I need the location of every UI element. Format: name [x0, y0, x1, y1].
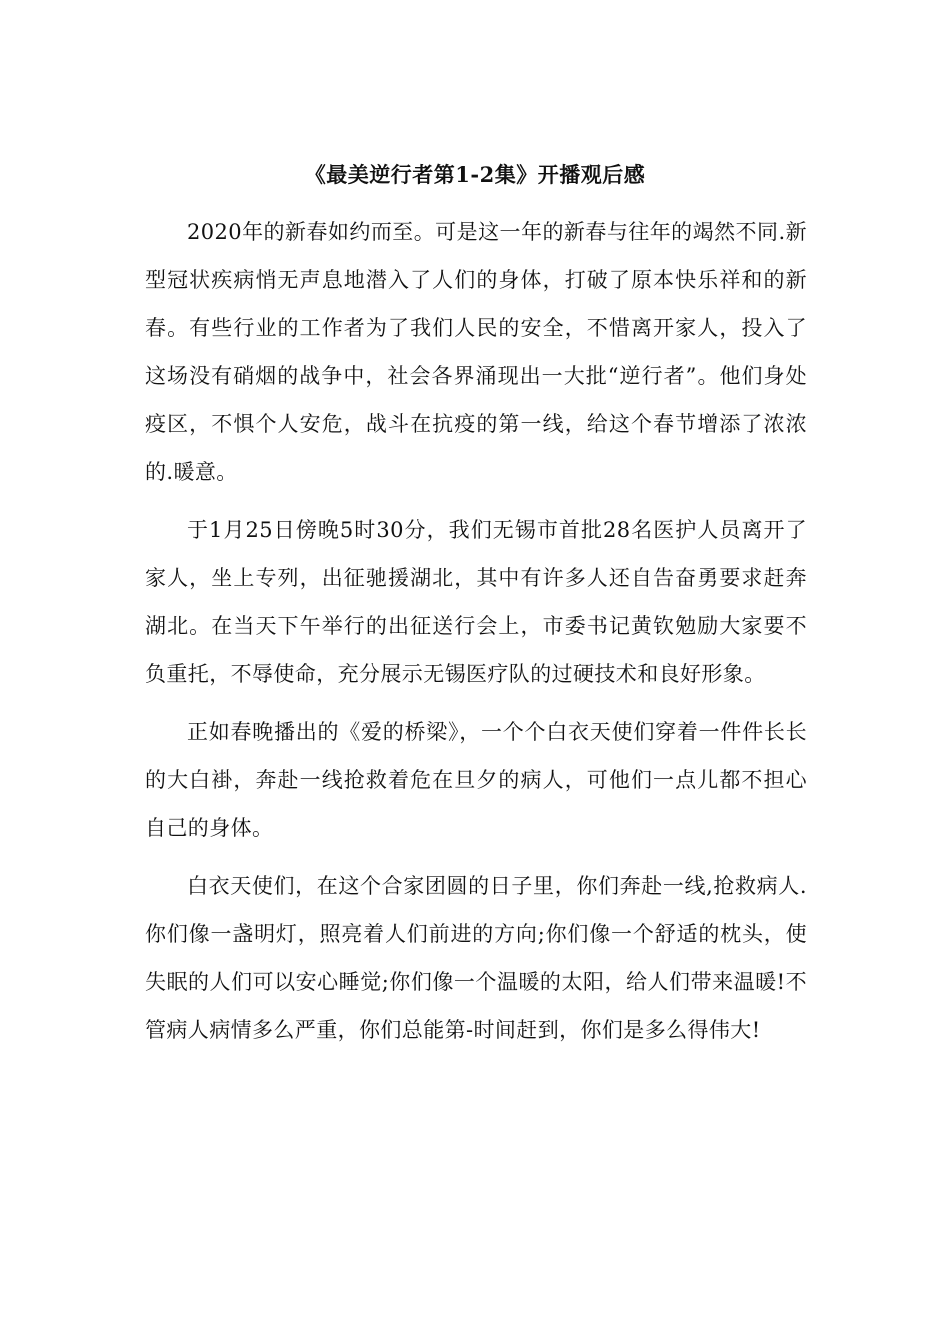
document-body [145, 208, 807, 1054]
paragraph-3: 正如春晚播出的《爱的桥梁》，一个个白衣天使们穿着一件件长长的大白褂，奔赴一线抢救着危在旦夕的病人，可他们一点儿都不担心自己的身体。 [145, 720, 807, 840]
paragraph-1: 2020年的新春如约而至。可是这一年的新春与往年的竭然不同.新型冠状疾病悄无声息地潜入了人们的身体，打破了原本快乐祥和的新春。有些行业的工作者为了我们人民的安全，不惜离开家人，投入了这场没有硝烟的战争中，社会各界涌现出一大批“逆行者”。他们身处疫区，不惧个人安危，战斗在抗疫的第一线，给这个春节增添了浓浓的.暖意。 [145, 220, 807, 484]
paragraph-2: 于1月25日傍晚5时30分，我们无锡市首批28名医护人员离开了家人，坐上专列，出征驰援湖北，其中有许多人还自告奋勇要求赶奔湖北。在当天下午举行的出征送行会上，市委书记黄钦勉励大家要不负重托，不辱使命，充分展示无锡医疗队的过硬技术和良好形象。 [145, 518, 807, 686]
document-title: 《最美逆行者第1-2集》开播观后感 [304, 162, 646, 187]
paragraph-4: 白衣天使们，在这个合家团圆的日子里，你们奔赴一线,抢救病人.你们像一盏明灯，照亮着人们前进的方向;你们像一个舒适的枕头，使失眠的人们可以安心睡觉;你们像一个温暖的太阳，给人们带来温暖!不管病人病情多么严重，你们总能第-时间赶到，你们是多么得伟大! [145, 874, 807, 1042]
